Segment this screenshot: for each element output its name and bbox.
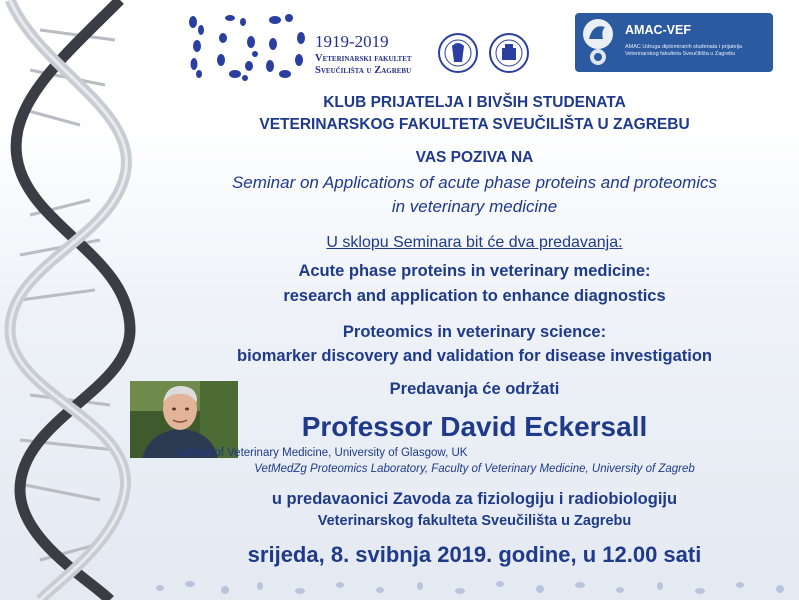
club-name-line1: KLUB PRIJATELJA I BIVŠIH STUDENATA xyxy=(323,94,626,111)
speaker-affiliation-1: School of Veterinary Medicine, University of Glasgow, UK xyxy=(176,447,468,459)
faculty-name: Veterinarski fakultet Sveučilišta u Zagrebu xyxy=(315,53,412,76)
speaker-intro: Predavanja će održati xyxy=(389,380,560,398)
speaker-name: Professor David Eckersall xyxy=(301,411,648,442)
dna-helix-decoration xyxy=(0,0,150,600)
paw-prints-decoration xyxy=(150,576,799,600)
speaker-affiliation-2: VetMedZg Proteomics Laboratory, Faculty of Veterinary Medicine, University of Zagreb xyxy=(254,463,695,475)
lecture2-title-line2: biomarker discovery and validation for disease investigation xyxy=(237,347,712,365)
seminar-title-line1: Seminar on Applications of acute phase proteins and proteomics xyxy=(231,173,718,192)
amac-subtitle: AMAC Udruga diplomiranih studenata i prijatelja Veterinarskog fakulteta Sveučilišta u Zagrebu xyxy=(625,44,743,57)
anniversary-years: 1919-2019 xyxy=(315,32,389,51)
lecture1-title-line1: Acute phase proteins in veterinary medicine: xyxy=(298,262,651,280)
amac-logo-icon xyxy=(579,17,617,67)
event-datetime: srijeda, 8. svibnja 2019. godine, u 12.00 sati xyxy=(247,542,702,567)
club-name-line2: VETERINARSKOG FAKULTETA SVEUČILIŠTA U ZAGREBU xyxy=(259,116,690,133)
university-seal-icon xyxy=(488,32,530,74)
invite-heading: VAS POZIVA NA xyxy=(415,149,534,166)
lectures-intro: U sklopu Seminara bit će dva predavanja: xyxy=(326,234,623,251)
seminar-title-line2: in veterinary medicine xyxy=(391,197,558,216)
lecture1-title-line2: research and application to enhance diagnostics xyxy=(283,287,666,305)
faculty-seal-icon xyxy=(437,32,479,74)
venue-line2: Veterinarskog fakulteta Sveučilišta u Zagrebu xyxy=(317,513,632,529)
amac-title: AMAC-VEF xyxy=(625,23,691,37)
venue-line1: u predavaonici Zavoda za fiziologiju i radiobiologiju xyxy=(271,490,678,508)
amac-vef-badge xyxy=(575,13,773,72)
lecture2-title-line1: Proteomics in veterinary science: xyxy=(342,323,607,341)
